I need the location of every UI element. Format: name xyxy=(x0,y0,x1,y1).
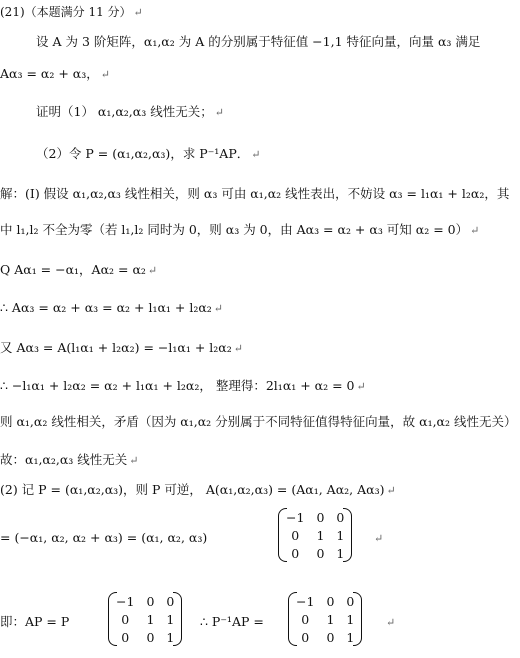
solution-line-4: ∴ Aα₃ = α₂ + α₃ = α₂ + l₁α₁ + l₂α₂ ↵ xyxy=(0,300,224,315)
line-end-mark-2: ↵ xyxy=(386,616,396,629)
solution-line-1: 解：(Ⅰ) 假设 α₁,α₂,α₃ 线性相关，则 α₃ 可由 α₁,α₂ 线性表出，不妨设 α₃ = l₁α₁ + l₂α₂，其 xyxy=(0,186,510,201)
matrix-3-table: −1 0 0 0 1 1 0 0 1 xyxy=(296,593,355,645)
matrix-1-table: −1 0 0 0 1 1 0 0 1 xyxy=(286,509,345,561)
problem-header: (21)（本题满分 11 分） ↵ xyxy=(0,5,143,19)
matrix-2 xyxy=(110,592,180,646)
problem-statement: 设 A 为 3 阶矩阵，α₁,α₂ 为 A 的分别属于特征值 −1,1 特征向量，向量 α₃ 满足 xyxy=(36,34,481,49)
problem-condition: Aα₃ = α₂ + α₃， ↵ xyxy=(0,66,110,81)
question-2: （2）令 P = (α₁,α₂,α₃)，求 P⁻¹AP． ↵ xyxy=(36,146,261,161)
solution-line-7: 则 α₁,α₂ 线性相关，矛盾（因为 α₁,α₂ 分别属于不同特征值得特征向量，故 α₁,α₂ 线性无关） xyxy=(0,414,517,429)
line-end-mark: ↵ xyxy=(374,532,384,545)
solution-line-3: Q Aα₁ = −α₁，Aα₂ = α₂ ↵ xyxy=(0,262,158,277)
part2-line-1: (2) 记 P = (α₁,α₂,α₃)，则 P 可逆， A(α₁,α₂,α₃) = (Aα₁, Aα₂, Aα₃) ↵ xyxy=(0,482,396,497)
question-1: 证明（1） α₁,α₂,α₃ 线性无关； ↵ xyxy=(36,104,224,119)
solution-line-6: ∴ −l₁α₁ + l₂α₂ = α₂ + l₁α₁ + l₂α₂， 整理得：2l₁α₁ + α₂ = 0 ↵ xyxy=(0,378,366,393)
part2-line-3a: 即：AP = P xyxy=(0,614,70,629)
solution-line-2: 中 l₁,l₂ 不全为零（若 l₁,l₂ 同时为 0，则 α₃ 为 0，由 Aα₃ = α₂ + α₃ 可知 α₂ = 0） ↵ xyxy=(0,222,480,237)
matrix-1 xyxy=(280,508,350,562)
matrix-2-table: −1 0 0 0 1 1 0 0 1 xyxy=(116,593,175,645)
part2-line-2: = (−α₁, α₂, α₂ + α₃) = (α₁, α₂, α₃) xyxy=(0,530,208,545)
solution-line-8: 故：α₁,α₂,α₃ 线性无关 ↵ xyxy=(0,452,139,467)
part2-line-3b: ∴ P⁻¹AP = xyxy=(200,614,264,629)
solution-line-5: 又 Aα₃ = A(l₁α₁ + l₂α₂) = −l₁α₁ + l₂α₂ ↵ xyxy=(0,340,243,355)
matrix-3 xyxy=(290,592,360,646)
